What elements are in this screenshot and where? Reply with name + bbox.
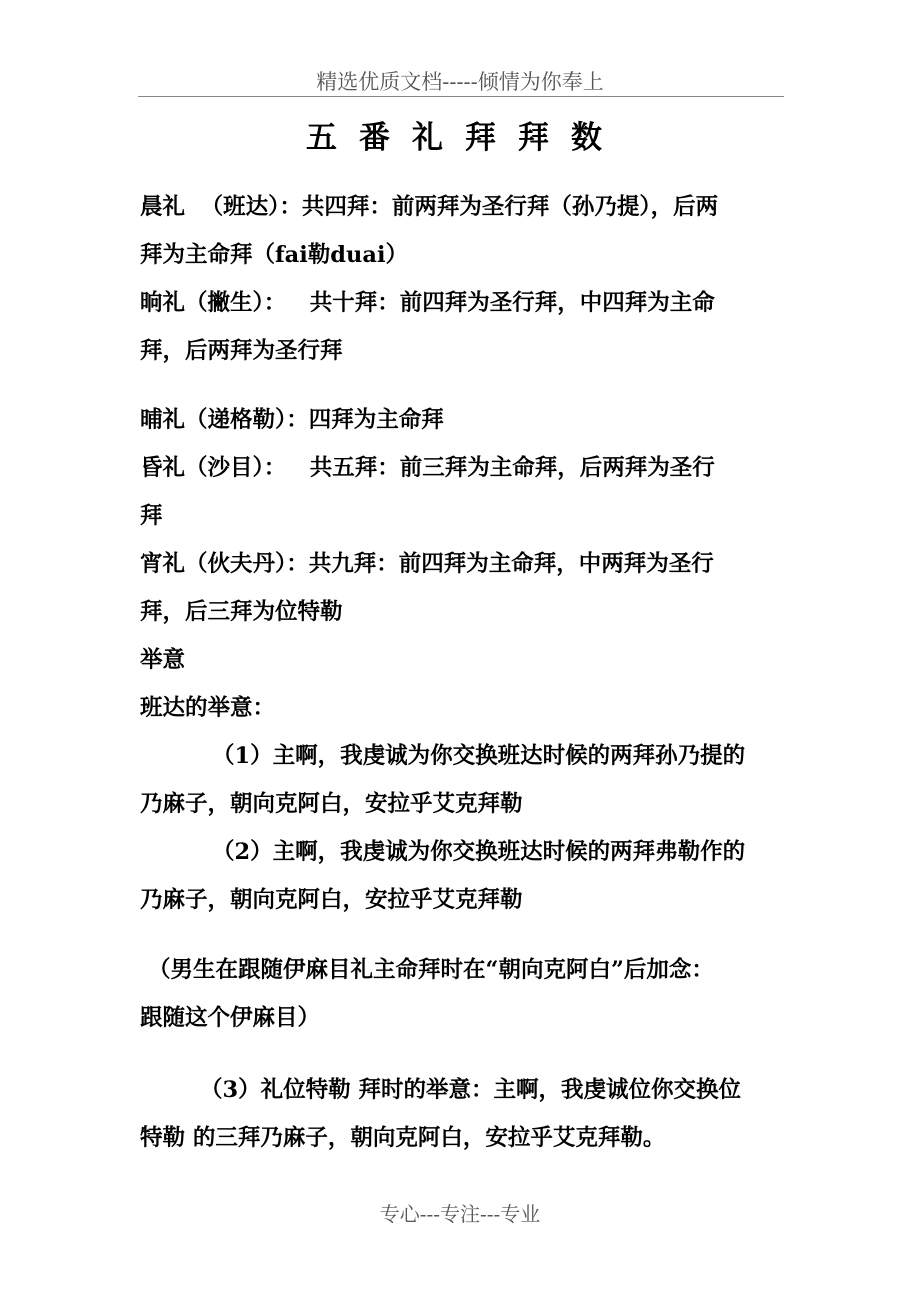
paragraph-line: 乃麻子，朝向克阿白，安拉乎艾克拜勒 [140,791,523,817]
section-heading: 举意 [140,647,186,673]
subsection-heading: 班达的举意： [140,695,276,721]
paragraph-line: 拜，后两拜为圣行拜 [140,338,343,364]
paragraph-line: 晡礼（递格勒）：四拜为主命拜 [140,407,444,433]
note-line: 跟随这个伊麻目） [140,1005,321,1031]
paragraph-line: 特勒 的三拜乃麻子，朝向克阿白，安拉乎艾克拜勒。 [140,1125,666,1151]
paragraph-line: 拜，后三拜为位特勒 [140,599,343,625]
paragraph-line: 拜 [140,503,163,529]
paragraph-line: 宵礼（伙夫丹）：共九拜：前四拜为主命拜，中两拜为圣行 [140,551,714,577]
page-header: 精选优质文档-----倾情为你奉上 [316,70,604,94]
paragraph-line: 昏礼（沙目）： 共五拜：前三拜为主命拜，后两拜为圣行 [140,455,715,481]
document-title: 五番礼拜拜数 [306,120,624,156]
note-line: （男生在跟随伊麻目礼主命拜时在“朝向克阿白”后加念： [148,957,714,983]
paragraph-line: 拜为主命拜（fai勒duai） [140,242,409,268]
paragraph-line: （2）主啊，我虔诚为你交换班达时候的两拜弗勒作的 [212,839,746,865]
paragraph-line: 晨礼 （班达）：共四拜：前两拜为圣行拜（孙乃提），后两 [140,194,719,220]
paragraph-line: 晌礼（撇生）： 共十拜：前四拜为圣行拜，中四拜为主命 [140,290,715,316]
header-divider [138,96,784,97]
paragraph-line: （1）主啊，我虔诚为你交换班达时候的两拜孙乃提的 [212,743,746,769]
page-footer: 专心---专注---专业 [379,1202,541,1226]
paragraph-line: 乃麻子，朝向克阿白，安拉乎艾克拜勒 [140,887,523,913]
paragraph-line: （3）礼位特勒 拜时的举意：主啊，我虔诚位你交换位 [200,1077,741,1103]
